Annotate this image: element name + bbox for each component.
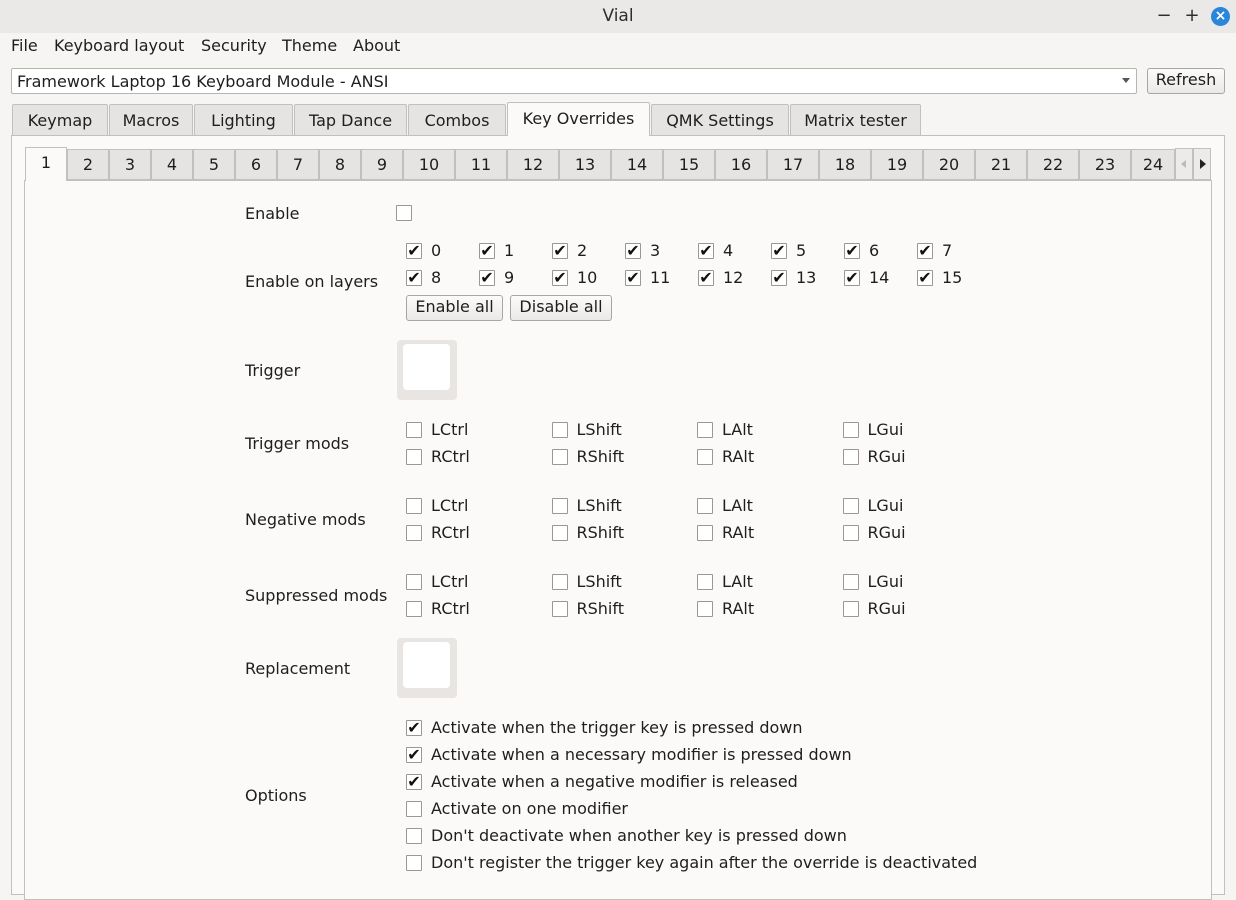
negative-mod-rctrl-checkbox[interactable] xyxy=(406,525,422,541)
check-icon: ✔ xyxy=(772,268,786,287)
check-icon: ✔ xyxy=(845,241,859,260)
trigger-mod-ralt-checkbox[interactable] xyxy=(697,449,713,465)
window-title: Vial xyxy=(602,6,634,26)
negative-mods-label: Negative mods xyxy=(245,510,366,529)
menu-theme[interactable]: Theme xyxy=(282,36,338,55)
override-tab-24[interactable]: 24 xyxy=(1131,149,1175,180)
chevron-right-icon xyxy=(1200,159,1206,169)
replacement-label: Replacement xyxy=(245,659,351,678)
negative-mod-rgui-checkbox[interactable] xyxy=(843,525,859,541)
suppressed-mods-label: Suppressed mods xyxy=(245,586,388,605)
trigger-mod-rshift-label: RShift xyxy=(576,447,624,466)
option-1-checkbox[interactable] xyxy=(406,720,422,736)
override-tab-5[interactable]: 5 xyxy=(193,149,235,180)
trigger-mod-lalt-checkbox[interactable] xyxy=(697,422,713,438)
trigger-mods-label: Trigger mods xyxy=(245,434,350,453)
trigger-mod-lgui-checkbox[interactable] xyxy=(843,422,859,438)
suppressed-mod-lshift-label: LShift xyxy=(576,572,622,591)
layer-8-label: 8 xyxy=(431,268,442,287)
layer-1-checkbox[interactable] xyxy=(479,243,495,259)
scroll-right-button[interactable] xyxy=(1193,148,1211,180)
layer-11-label: 11 xyxy=(650,268,671,287)
tab-lighting[interactable]: Lighting xyxy=(194,104,293,135)
tab-tap-dance[interactable]: Tap Dance xyxy=(294,104,407,135)
layer-7-label: 7 xyxy=(942,241,953,260)
trigger-mod-rctrl-label: RCtrl xyxy=(431,447,470,466)
negative-mod-rctrl-label: RCtrl xyxy=(431,523,470,542)
negative-mod-ralt-label: RAlt xyxy=(722,523,755,542)
negative-mod-lctrl-label: LCtrl xyxy=(431,496,469,515)
negative-mod-lalt-checkbox[interactable] xyxy=(697,498,713,514)
override-tab-13[interactable]: 13 xyxy=(559,149,611,180)
trigger-mod-rshift-checkbox[interactable] xyxy=(552,449,568,465)
negative-mod-rgui-label: RGui xyxy=(867,523,906,542)
layer-10-label: 10 xyxy=(577,268,598,287)
replacement-key-button[interactable] xyxy=(397,638,457,698)
check-icon: ✔ xyxy=(407,718,421,737)
option-2-checkbox[interactable] xyxy=(406,747,422,763)
override-tab-1[interactable]: 1 xyxy=(25,147,67,181)
refresh-button[interactable]: Refresh xyxy=(1147,68,1225,94)
replacement-key-face xyxy=(403,642,450,688)
layer-5-label: 5 xyxy=(796,241,807,260)
override-tab-20[interactable]: 20 xyxy=(923,149,975,180)
trigger-mod-lctrl-checkbox[interactable] xyxy=(406,422,422,438)
layer-15-label: 15 xyxy=(942,268,963,287)
suppressed-mod-ralt-label: RAlt xyxy=(722,599,755,618)
suppressed-mod-lgui-label: LGui xyxy=(867,572,904,591)
option-3-label: Activate when a negative modifier is released xyxy=(431,772,798,791)
menu-security[interactable]: Security xyxy=(201,36,267,55)
layer-1-label: 1 xyxy=(504,241,515,260)
menu-about[interactable]: About xyxy=(353,36,401,55)
suppressed-mod-rgui-label: RGui xyxy=(867,599,906,618)
negative-mod-lalt-label: LAlt xyxy=(722,496,753,515)
negative-mod-rshift-checkbox[interactable] xyxy=(552,525,568,541)
option-4-label: Activate on one modifier xyxy=(431,799,629,818)
minimize-button[interactable]: − xyxy=(1156,5,1172,26)
layer-12-checkbox[interactable] xyxy=(698,270,714,286)
layer-11-checkbox[interactable] xyxy=(625,270,641,286)
negative-mod-lshift-checkbox[interactable] xyxy=(552,498,568,514)
override-tab-7[interactable]: 7 xyxy=(277,149,319,180)
override-tab-4[interactable]: 4 xyxy=(151,149,193,180)
negative-mod-lgui-label: LGui xyxy=(867,496,904,515)
check-icon: ✔ xyxy=(626,241,640,260)
layer-4-checkbox[interactable] xyxy=(698,243,714,259)
override-tab-2[interactable]: 2 xyxy=(67,149,109,180)
override-tab-10[interactable]: 10 xyxy=(403,149,455,180)
override-tab-3[interactable]: 3 xyxy=(109,149,151,180)
layers-label: Enable on layers xyxy=(245,272,379,291)
layer-0-checkbox[interactable] xyxy=(406,243,422,259)
trigger-label: Trigger xyxy=(245,361,301,380)
check-icon: ✔ xyxy=(699,241,713,260)
suppressed-mod-rctrl-label: RCtrl xyxy=(431,599,470,618)
layer-3-label: 3 xyxy=(650,241,661,260)
layer-5-checkbox[interactable] xyxy=(771,243,787,259)
negative-mod-lshift-label: LShift xyxy=(576,496,622,515)
layer-6-checkbox[interactable] xyxy=(844,243,860,259)
trigger-mod-lgui-label: LGui xyxy=(867,420,904,439)
check-icon: ✔ xyxy=(480,268,494,287)
trigger-mod-lctrl-label: LCtrl xyxy=(431,420,469,439)
override-tab-18[interactable]: 18 xyxy=(819,149,871,180)
maximize-button[interactable]: + xyxy=(1184,5,1200,26)
layer-2-label: 2 xyxy=(577,241,588,260)
check-icon: ✔ xyxy=(553,268,567,287)
suppressed-mod-rgui-checkbox[interactable] xyxy=(843,601,859,617)
enable-all-button[interactable]: Enable all xyxy=(406,295,503,321)
override-tab-6[interactable]: 6 xyxy=(235,149,277,180)
layer-15-checkbox[interactable] xyxy=(917,270,933,286)
chevron-left-icon xyxy=(1181,160,1186,168)
override-tab-19[interactable]: 19 xyxy=(871,149,923,180)
option-3-checkbox[interactable] xyxy=(406,774,422,790)
override-tab-8[interactable]: 8 xyxy=(319,149,361,180)
negative-mod-lgui-checkbox[interactable] xyxy=(843,498,859,514)
layer-9-checkbox[interactable] xyxy=(479,270,495,286)
override-tab-21[interactable]: 21 xyxy=(975,149,1027,180)
check-icon: ✔ xyxy=(407,745,421,764)
trigger-mod-rgui-checkbox[interactable] xyxy=(843,449,859,465)
check-icon: ✔ xyxy=(918,241,932,260)
suppressed-mod-lshift-checkbox[interactable] xyxy=(552,574,568,590)
suppressed-mod-ralt-checkbox[interactable] xyxy=(697,601,713,617)
close-button[interactable]: × xyxy=(1211,7,1230,26)
device-select-value: Framework Laptop 16 Keyboard Module - ANSI xyxy=(17,72,389,91)
options-label: Options xyxy=(245,786,307,805)
title-bar xyxy=(0,0,1236,34)
scroll-left-button[interactable] xyxy=(1175,148,1193,180)
suppressed-mod-rshift-label: RShift xyxy=(576,599,624,618)
layer-14-label: 14 xyxy=(869,268,890,287)
suppressed-mod-rshift-checkbox[interactable] xyxy=(552,601,568,617)
layer-14-checkbox[interactable] xyxy=(844,270,860,286)
option-2-label: Activate when a necessary modifier is pressed down xyxy=(431,745,852,764)
override-tab-11[interactable]: 11 xyxy=(455,149,507,180)
trigger-mod-lshift-label: LShift xyxy=(576,420,622,439)
trigger-mod-lshift-checkbox[interactable] xyxy=(552,422,568,438)
layer-13-label: 13 xyxy=(796,268,817,287)
check-icon: ✔ xyxy=(772,241,786,260)
check-icon: ✔ xyxy=(845,268,859,287)
chevron-down-icon xyxy=(1122,78,1130,83)
check-icon: ✔ xyxy=(407,241,421,260)
check-icon: ✔ xyxy=(626,268,640,287)
layer-13-checkbox[interactable] xyxy=(771,270,787,286)
layer-7-checkbox[interactable] xyxy=(917,243,933,259)
suppressed-mod-lalt-label: LAlt xyxy=(722,572,753,591)
device-select[interactable] xyxy=(11,68,1137,94)
option-5-checkbox[interactable] xyxy=(406,828,422,844)
option-1-label: Activate when the trigger key is pressed down xyxy=(431,718,803,737)
check-icon: ✔ xyxy=(407,772,421,791)
layer-2-checkbox[interactable] xyxy=(552,243,568,259)
menu-file[interactable]: File xyxy=(11,36,38,55)
tab-keymap[interactable]: Keymap xyxy=(12,104,108,135)
override-tab-15[interactable]: 15 xyxy=(663,149,715,180)
negative-mod-ralt-checkbox[interactable] xyxy=(697,525,713,541)
menu-keyboard-layout[interactable]: Keyboard layout xyxy=(54,36,185,55)
option-6-label: Don't register the trigger key again after the override is deactivated xyxy=(431,853,978,872)
layer-12-label: 12 xyxy=(723,268,744,287)
suppressed-mod-lctrl-checkbox[interactable] xyxy=(406,574,422,590)
override-tab-22[interactable]: 22 xyxy=(1027,149,1079,180)
tab-key-overrides[interactable]: Key Overrides xyxy=(507,102,650,136)
suppressed-mod-rctrl-checkbox[interactable] xyxy=(406,601,422,617)
layer-0-label: 0 xyxy=(431,241,442,260)
suppressed-mod-lgui-checkbox[interactable] xyxy=(843,574,859,590)
layer-6-label: 6 xyxy=(869,241,880,260)
menu-bar xyxy=(0,33,1236,57)
check-icon: ✔ xyxy=(480,241,494,260)
layer-9-label: 9 xyxy=(504,268,515,287)
negative-mod-rshift-label: RShift xyxy=(576,523,624,542)
trigger-mod-rgui-label: RGui xyxy=(867,447,906,466)
tab-qmk-settings[interactable]: QMK Settings xyxy=(651,104,789,135)
check-icon: ✔ xyxy=(699,268,713,287)
trigger-key-face xyxy=(403,344,450,390)
tab-matrix-tester[interactable]: Matrix tester xyxy=(790,104,921,135)
check-icon: ✔ xyxy=(407,268,421,287)
option-4-checkbox[interactable] xyxy=(406,801,422,817)
option-5-label: Don't deactivate when another key is pressed down xyxy=(431,826,847,845)
tab-combos[interactable]: Combos xyxy=(408,104,506,135)
override-tab-12[interactable]: 12 xyxy=(507,149,559,180)
trigger-mod-rctrl-checkbox[interactable] xyxy=(406,449,422,465)
check-icon: ✔ xyxy=(918,268,932,287)
tab-macros[interactable]: Macros xyxy=(109,104,193,135)
enable-label: Enable xyxy=(245,204,300,223)
override-tab-14[interactable]: 14 xyxy=(611,149,663,180)
negative-mod-lctrl-checkbox[interactable] xyxy=(406,498,422,514)
trigger-mod-lalt-label: LAlt xyxy=(722,420,753,439)
suppressed-mod-lalt-checkbox[interactable] xyxy=(697,574,713,590)
override-tab-23[interactable]: 23 xyxy=(1079,149,1131,180)
layer-3-checkbox[interactable] xyxy=(625,243,641,259)
override-tab-16[interactable]: 16 xyxy=(715,149,767,180)
trigger-key-button[interactable] xyxy=(397,340,457,400)
disable-all-button[interactable]: Disable all xyxy=(510,295,612,321)
trigger-mod-ralt-label: RAlt xyxy=(722,447,755,466)
override-tab-9[interactable]: 9 xyxy=(361,149,403,180)
layer-8-checkbox[interactable] xyxy=(406,270,422,286)
option-6-checkbox[interactable] xyxy=(406,855,422,871)
enable-checkbox[interactable] xyxy=(396,205,412,221)
suppressed-mod-lctrl-label: LCtrl xyxy=(431,572,469,591)
layer-4-label: 4 xyxy=(723,241,734,260)
layer-10-checkbox[interactable] xyxy=(552,270,568,286)
check-icon: ✔ xyxy=(553,241,567,260)
override-tab-17[interactable]: 17 xyxy=(767,149,819,180)
